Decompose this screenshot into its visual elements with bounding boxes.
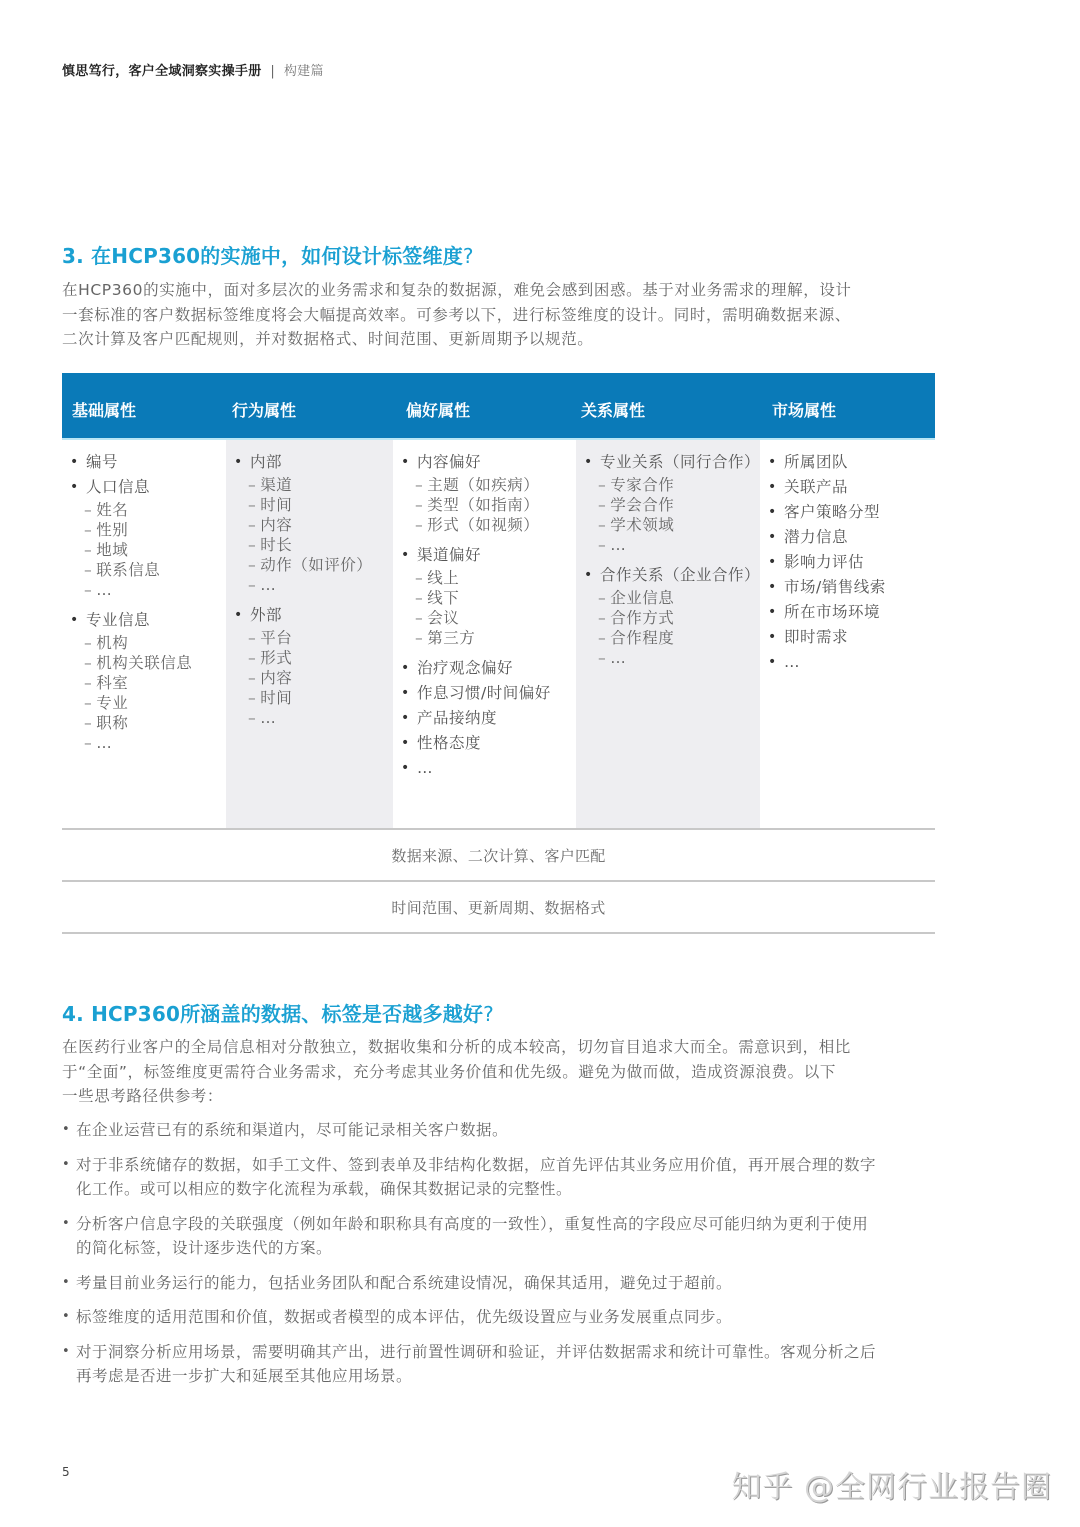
sub-list-item (226, 648, 393, 668)
bullet-line: • 考量目前业务运行的能力，包括业务团队和配合系统建设情况，确保其适用，避免过于超前。 (76, 1273, 733, 1292)
dash-marker: – (84, 714, 93, 732)
sub-list-item (576, 648, 760, 668)
bullet-line: • 对于洞察分析应用场景，需要明确其产出，进行前置性调研和验证，并评估数据需求和统计可靠性。客观分析之后 (76, 1342, 877, 1361)
table-body (62, 440, 935, 828)
bullet-item (62, 1118, 942, 1143)
dash-marker: – (84, 521, 93, 539)
bullet-item (62, 1340, 942, 1389)
dash-marker: – (84, 634, 93, 652)
paragraph-line: 一套标准的客户数据标签维度将会大幅提高效率。可参考以下，进行标签维度的设计。同时，需明确数据来源、 (62, 305, 851, 324)
bullet-line: • 对于非系统储存的数据，如手工文件、签到表单及非结构化数据，应首先评估其业务应用价值，再开展合理的数字 (76, 1155, 877, 1174)
sub-list-item (62, 520, 226, 540)
list-item: • 影响力评估 (760, 550, 935, 575)
sub-list-item (576, 535, 760, 555)
sub-list-item (62, 500, 226, 520)
section-3-paragraph (62, 278, 937, 352)
sub-list-item (393, 588, 576, 608)
section-4-title-text: 4. HCP360所涵盖的数据、标签是否越多越好 (62, 1002, 484, 1026)
list-item: • 所在市场环境 (760, 600, 935, 625)
header-preference-attributes: 偏好属性 (406, 401, 471, 420)
sub-list-item-text: 机构 (96, 634, 129, 652)
dash-marker: – (248, 669, 257, 687)
sub-list-item-text: 内容 (260, 516, 293, 534)
column-preference (393, 440, 576, 828)
question-mark: ? (462, 244, 474, 268)
sub-list-item-text: 时长 (260, 536, 293, 554)
column-behavior (226, 440, 393, 828)
list-item: • 专业关系（同行合作） (576, 450, 760, 475)
dash-marker: – (598, 629, 607, 647)
tag-dimension-table (62, 373, 935, 934)
sub-list-item-text: … (260, 576, 277, 594)
sub-list-item-text: 平台 (260, 629, 293, 647)
sub-list-item-text: … (610, 536, 627, 554)
sub-list-item-text: 职称 (96, 714, 129, 732)
dash-marker: – (84, 501, 93, 519)
section-3-title-text: 3. 在HCP360的实施中，如何设计标签维度 (62, 244, 463, 268)
footer-row-time-range: 时间范围、更新周期、数据格式 (62, 880, 935, 934)
dash-marker: – (415, 589, 424, 607)
sub-list-item (226, 708, 393, 728)
sub-list-item (226, 535, 393, 555)
dash-marker: – (84, 694, 93, 712)
paragraph-line: 于“全面”，标签维度更需符合业务需求，充分考虑其业务价值和优先级。避免为做而做，造成资源浪费。以下 (62, 1062, 836, 1081)
dash-marker: – (598, 649, 607, 667)
paragraph-line: 二次计算及客户匹配规则，并对数据格式、时间范围、更新周期予以规范。 (62, 330, 594, 348)
sub-list-item-text: 机构关联信息 (96, 654, 193, 672)
sub-list-item (226, 495, 393, 515)
sub-list-item (393, 628, 576, 648)
dash-marker: – (248, 496, 257, 514)
sub-list-item-text: 动作（如评价） (260, 556, 373, 574)
list-item: • … (393, 756, 576, 781)
document-title: 慎思笃行，客户全域洞察实操手册 (62, 64, 262, 79)
sub-list-item-text: … (96, 734, 113, 752)
sub-list-item (226, 475, 393, 495)
sub-list-item-text: 线上 (427, 569, 460, 587)
sub-list-item-text: 第三方 (427, 629, 476, 647)
sub-list-item-text: 学会合作 (610, 496, 675, 514)
list-item: • 所属团队 (760, 450, 935, 475)
sub-list-item-text: 联系信息 (96, 561, 161, 579)
list-item: • 潜力信息 (760, 525, 935, 550)
sub-list-item (576, 475, 760, 495)
sub-list-item (62, 560, 226, 580)
section-3-title (62, 240, 474, 269)
list-item: • 渠道偏好 (393, 543, 576, 568)
bullet-item (62, 1271, 942, 1296)
list-item: • 性格态度 (393, 731, 576, 756)
sub-list-item-text: … (96, 581, 113, 599)
list-item: • 市场/销售线索 (760, 575, 935, 600)
list-item: • … (760, 650, 935, 675)
sub-list-item (62, 713, 226, 733)
dash-marker: – (84, 581, 93, 599)
sub-list-item-text: … (260, 709, 277, 727)
paragraph-line: 一些思考路径供参考： (62, 1087, 224, 1105)
sub-list-item (576, 628, 760, 648)
bullet-line: 化工作。或可以相应的数字化流程为承载，确保其数据记录的完整性。 (76, 1180, 573, 1198)
sub-list-item-text: 类型（如指南） (427, 496, 540, 514)
header-market-attributes: 市场属性 (772, 401, 837, 420)
dash-marker: – (415, 629, 424, 647)
document-subtitle: 构建篇 (283, 64, 324, 79)
dash-marker: – (248, 629, 257, 647)
bullet-line: 再考虑是否进一步扩大和延展至其他应用场景。 (76, 1367, 413, 1385)
list-item: • 产品接纳度 (393, 706, 576, 731)
dash-marker: – (598, 589, 607, 607)
section-4-title (62, 998, 494, 1027)
list-item: • 外部 (226, 603, 393, 628)
list-item: • 客户策略分型 (760, 500, 935, 525)
bullet-item (62, 1212, 942, 1261)
sub-list-item (393, 515, 576, 535)
sub-list-item (393, 568, 576, 588)
dash-marker: – (248, 556, 257, 574)
dash-marker: – (84, 654, 93, 672)
bullet-line: • 标签维度的适用范围和价值，数据或者模型的成本评估，优先级设置应与业务发展重点同步。 (76, 1308, 733, 1326)
list-item: • 关联产品 (760, 475, 935, 500)
sub-list-item-text: 渠道 (260, 476, 293, 494)
dash-marker: – (84, 674, 93, 692)
dash-marker: – (598, 476, 607, 494)
sub-list-item-text: … (610, 649, 627, 667)
running-header (62, 60, 324, 79)
question-mark: ? (483, 1002, 494, 1026)
sub-list-item (62, 580, 226, 600)
dash-marker: – (248, 516, 257, 534)
sub-list-item (226, 555, 393, 575)
dash-marker: – (248, 476, 257, 494)
column-basic (62, 440, 226, 828)
sub-list-item (576, 495, 760, 515)
list-item: • 内容偏好 (393, 450, 576, 475)
dash-marker: – (84, 541, 93, 559)
header-basic-attributes: 基础属性 (72, 401, 137, 420)
column-market (760, 440, 935, 828)
sub-list-item-text: 科室 (96, 674, 129, 692)
dash-marker: – (84, 734, 93, 752)
watermark: 知乎 @全网行业报告圈 (731, 1470, 1052, 1505)
list-item: • 治疗观念偏好 (393, 656, 576, 681)
bullet-item (62, 1305, 942, 1330)
sub-list-item (576, 608, 760, 628)
dash-marker: – (248, 576, 257, 594)
sub-list-item (62, 673, 226, 693)
sub-list-item-text: 地域 (96, 541, 129, 559)
paragraph-line: 在HCP360的实施中，面对多层次的业务需求和复杂的数据源，难免会感到困惑。基于对业务需求的理解，设计 (62, 281, 852, 299)
sub-list-item-text: 合作方式 (610, 609, 675, 627)
sub-list-item-text: 学术领域 (610, 516, 675, 534)
sub-list-item (393, 608, 576, 628)
dash-marker: – (598, 516, 607, 534)
dash-marker: – (415, 476, 424, 494)
sub-list-item (62, 540, 226, 560)
dash-marker: – (598, 609, 607, 627)
sub-list-item (62, 653, 226, 673)
sub-list-item-text: 专家合作 (610, 476, 675, 494)
list-item: • 即时需求 (760, 625, 935, 650)
dash-marker: – (248, 709, 257, 727)
sub-list-item-text: 专业 (96, 694, 129, 712)
sub-list-item (576, 588, 760, 608)
section-4-paragraph (62, 1035, 937, 1109)
sub-list-item (393, 475, 576, 495)
header-relationship-attributes: 关系属性 (581, 401, 646, 420)
list-item: • 合作关系（企业合作） (576, 563, 760, 588)
sub-list-item (226, 515, 393, 535)
bullet-item (62, 1153, 942, 1202)
dash-marker: – (415, 496, 424, 514)
sub-list-item (62, 693, 226, 713)
dash-marker: – (598, 536, 607, 554)
sub-list-item (62, 633, 226, 653)
list-item: • 专业信息 (62, 608, 226, 633)
column-relationship (576, 440, 760, 828)
sub-list-item (226, 628, 393, 648)
sub-list-item-text: 时间 (260, 689, 293, 707)
section-4-bullet-list (62, 1118, 942, 1399)
header-behavior-attributes: 行为属性 (232, 401, 297, 420)
page-number: 5 (62, 1465, 70, 1479)
sub-list-item-text: 会议 (427, 609, 460, 627)
bullet-line: • 在企业运营已有的系统和渠道内，尽可能记录相关客户数据。 (76, 1121, 509, 1139)
dash-marker: – (248, 689, 257, 707)
sub-list-item-text: 姓名 (96, 501, 129, 519)
sub-list-item (226, 575, 393, 595)
list-item: • 编号 (62, 450, 226, 475)
sub-list-item-text: 企业信息 (610, 589, 675, 607)
dash-marker: – (415, 609, 424, 627)
dash-marker: – (415, 516, 424, 534)
paragraph-line: 在医药行业客户的全局信息相对分散独立，数据收集和分析的成本较高，切勿盲目追求大而全。需意识到，相比 (62, 1038, 851, 1056)
dash-marker: – (248, 536, 257, 554)
dash-marker: – (84, 561, 93, 579)
dash-marker: – (598, 496, 607, 514)
sub-list-item-text: 主题（如疾病） (427, 476, 540, 494)
sub-list-item-text: 性别 (96, 521, 129, 539)
sub-list-item-text: 形式 (260, 649, 293, 667)
list-item: • 作息习惯/时间偏好 (393, 681, 576, 706)
list-item: • 内部 (226, 450, 393, 475)
sub-list-item (62, 733, 226, 753)
bullet-line: 的简化标签，设计逐步迭代的方案。 (76, 1239, 333, 1257)
header-separator: | (270, 64, 276, 79)
sub-list-item-text: 时间 (260, 496, 293, 514)
sub-list-item (393, 495, 576, 515)
sub-list-item-text: 线下 (427, 589, 460, 607)
dash-marker: – (248, 649, 257, 667)
sub-list-item-text: 形式（如视频） (427, 516, 540, 534)
table-header (62, 373, 935, 440)
sub-list-item-text: 内容 (260, 669, 293, 687)
bullet-line: • 分析客户信息字段的关联强度（例如年龄和职称具有高度的一致性），重复性高的字段应尽可能归纳为更利于使用 (76, 1214, 869, 1233)
sub-list-item (226, 668, 393, 688)
sub-list-item (576, 515, 760, 535)
sub-list-item-text: 合作程度 (610, 629, 675, 647)
footer-row-data-source: 数据来源、二次计算、客户匹配 (62, 828, 935, 880)
dash-marker: – (415, 569, 424, 587)
sub-list-item (226, 688, 393, 708)
list-item: • 人口信息 (62, 475, 226, 500)
